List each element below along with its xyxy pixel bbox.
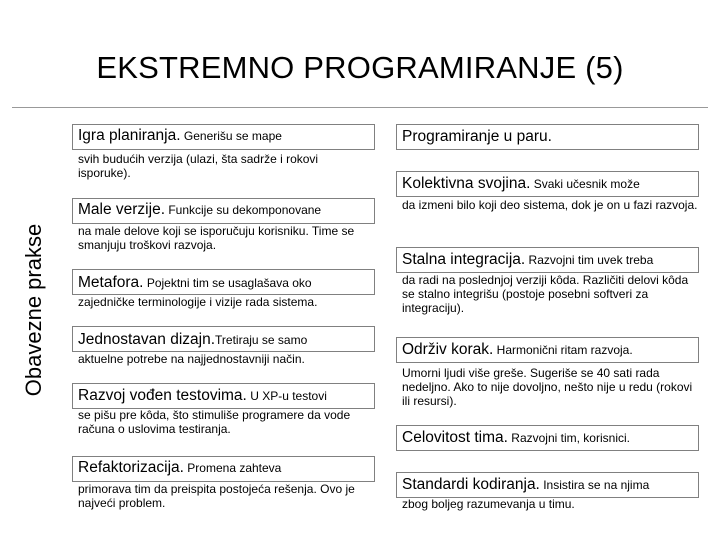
practice-header [402,478,649,492]
practice-name: Celovitost tima. [402,429,508,446]
practice-name: Kolektivna svojina. [402,175,531,192]
practice-header [78,461,281,475]
practice-name: Stalna integracija. [402,251,526,268]
practice-header [78,389,327,403]
practice-header [402,343,633,357]
practice-description: na male delove koji se isporučuju korisniku. Time se smanjuju troškovi razvoja. [78,224,355,252]
practice-header [402,177,640,191]
practice-lead: Generišu se mape [180,129,282,143]
practice-name: Igra planiranja. [78,127,181,144]
practice-name: Refaktorizacija. [78,459,184,476]
practice-header [78,276,312,290]
practice-name: Održiv korak. [402,341,494,358]
practice-header [78,129,282,143]
practice-name: Jednostavan dizajn. [78,331,216,348]
practice-header [402,253,653,267]
practice-description: aktuelne potrebe na najjednostavniji način. [78,352,305,366]
practice-name: Male verzije. [78,201,165,218]
practice-header [402,130,552,144]
practice-lead: Harmonični ritam razvoja. [493,343,633,357]
practice-description: zbog boljeg razumevanja u timu. [402,497,575,511]
practice-lead: Promena zahteva [183,461,282,475]
practice-header [78,333,307,347]
practice-description: Umorni ljudi više greše. Sugeriše se 40 sati rada nedeljno. Ako to nije dovoljno, nešto nije u redu (rokovi ili resursi). [402,366,693,408]
practice-lead: U XP-u testovi [246,389,327,403]
practice-header [78,203,321,217]
practice-description: da izmeni bilo koji deo sistema, dok je on u fazi razvoja. [402,198,698,212]
side-label: Obavezne prakse [21,223,46,397]
practice-lead: Razvojni tim, korisnici. [507,431,630,445]
practice-lead: Razvojni tim uvek treba [525,253,654,267]
practice-name: Metafora. [78,274,144,291]
slide-title: EKSTREMNO PROGRAMIRANJE (5) [96,50,624,85]
practice-description: primorava tim da preispita postojeća rešenja. Ovo je najveći problem. [78,482,355,510]
practice-description: svih budućih verzija (ulazi, šta sadrže i rokovi isporuke). [78,152,319,180]
practice-lead: Pojektni tim se usaglašava oko [143,276,312,290]
practice-header [402,431,630,445]
practice-name: Razvoj vođen testovima. [78,387,247,404]
practice-lead: Funkcije su dekomponovane [165,203,322,217]
practice-description: se pišu pre kôda, što stimuliše programere da vode računa o uslovima testiranja. [78,408,351,436]
practice-lead: Insistira se na njima [539,478,650,492]
practice-name: Standardi kodiranja. [402,476,540,493]
practice-description: zajedničke terminologije i vizije rada sistema. [78,295,318,309]
practice-lead: Tretiraju se samo [215,333,308,347]
practice-lead: Svaki učesnik može [530,177,640,191]
title-divider [12,107,708,108]
practice-description: da radi na poslednjoj verziji kôda. Različiti delovi kôda se stalno integrišu (postoje posebni softveri za integraciju). [402,273,689,315]
practice-name: Programiranje u paru. [402,128,552,145]
